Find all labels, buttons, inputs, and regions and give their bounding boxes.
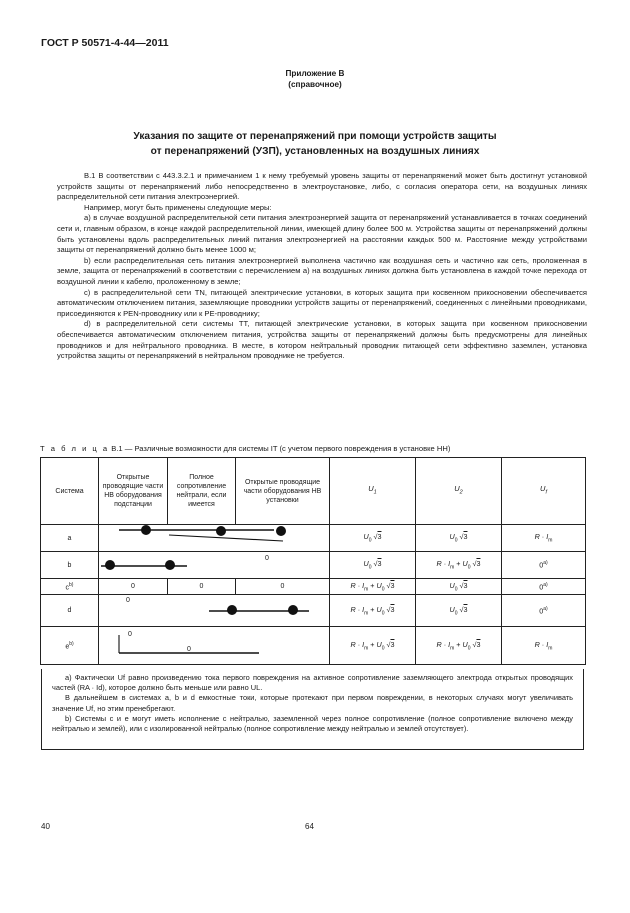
body-text bbox=[57, 171, 587, 362]
note-a: a) Фактически Uf равно произведению тока первого повреждения на активное сопротивление заземляющего электрода открытых проводящих частей (RA · Id), которое должно быть меньше или равно UL. bbox=[52, 673, 573, 693]
u2-value: $R \cdot I_m + U_0$ √3 bbox=[416, 552, 502, 579]
header-exposed-substation: Открытые проводящие части НВ оборудования подстанции bbox=[99, 458, 168, 525]
scheme-diagram bbox=[99, 525, 330, 552]
u1-value: $R \cdot I_m + U_0$ √3 bbox=[330, 595, 416, 627]
note-b: b) Системы c и e могут иметь исполнение с нейтралью, заземленной через полное сопротивление (полное сопротивление включено между нейтралью и землей), или с изолированной нейтралью (полное сопротивление между нейтралью и землей отсутствует). bbox=[52, 713, 573, 734]
system-label: $e^{b)}$ bbox=[41, 627, 99, 665]
zero-mark: 0 bbox=[236, 579, 330, 595]
zero-mark: 0 bbox=[168, 579, 236, 595]
uf-value: 0$^{a)}$ bbox=[502, 552, 586, 579]
paragraph-b: b) если распределительная сеть питания электроэнергией выполнена частично как воздушная сеть и частично как сеть, проложенная в земле, защита от перенапряжений в соответствии с перечислением а) на воздушных линиях должна быть установлена в каждой точке перехода от воздушной линии к кабелю, проложенному в земле; bbox=[57, 255, 587, 286]
appendix-kind: (справочное) bbox=[288, 80, 342, 89]
appendix-label: Приложение В bbox=[285, 69, 345, 78]
system-label: b bbox=[41, 552, 99, 579]
system-label: $c^{b)}$ bbox=[41, 579, 99, 595]
table-row bbox=[41, 525, 586, 552]
paragraph-d: d) в распределительной сети системы TT, питающей электрические установки, в которых защита при косвенном прикосновении обеспечивается автоматическим отключением питания, устройства защиты от перенапряжений должны быть предусмотрены для линейных проводников и для нейтрального проводника. В месте, в котором нейтральный проводник питающей сети эффективно заземлен, установка устройства защиты от перенапряжений в нейтральном проводнике не требуется. bbox=[57, 319, 587, 361]
table-row bbox=[41, 627, 586, 665]
scheme-b-drawing bbox=[99, 552, 330, 579]
u1-value: $R \cdot I_m + U_0$ √3 bbox=[330, 579, 416, 595]
scheme-d-drawing bbox=[99, 595, 330, 627]
table-caption: Т а б л и ц а В.1 — Различные возможности для системы IT (с учетом первого повреждения в установке НН) bbox=[40, 444, 451, 453]
paragraph-c: c) в распределительной сети TN, питающей электрические установки, в которых защита при косвенном прикосновении обеспечивается автоматическим отключением питания, заземляющие проводники устройств защиты от перенапряжений, соединенных с линейными проводниками, присоединяются к PEN-проводнику или к PE-проводнику; bbox=[57, 287, 587, 318]
system-label: d bbox=[41, 595, 99, 627]
zero-mark: 0 bbox=[187, 646, 191, 653]
u2-value: $R \cdot I_m + U_0$ √3 bbox=[416, 627, 502, 665]
it-system-table bbox=[40, 457, 586, 665]
zero-mark: 0 bbox=[99, 579, 168, 595]
u1-value: $R \cdot I_m + U_0$ √3 bbox=[330, 627, 416, 665]
zero-mark: 0 bbox=[265, 555, 269, 562]
system-label: a bbox=[41, 525, 99, 552]
paragraph-measures: Например, могут быть применены следующие меры: bbox=[84, 202, 272, 212]
table-notes bbox=[41, 669, 584, 750]
scheme-diagram bbox=[99, 552, 330, 579]
header-u2: $U_2$ bbox=[416, 458, 502, 525]
page-number-center: 64 bbox=[305, 822, 314, 831]
scheme-diagram bbox=[99, 595, 330, 627]
u2-value: $U_0$ √3 bbox=[416, 525, 502, 552]
scheme-e-drawing bbox=[99, 627, 330, 665]
uf-value: $R \cdot I_m$ bbox=[502, 627, 586, 665]
u2-value: $U_0$ √3 bbox=[416, 579, 502, 595]
paragraph-b1: В.1 В соответствии с 443.3.2.1 и примечанием 1 к нему требуемый уровень защиты от перенапряжений может быть достигнут установкой устройств защиты от перенапряжений либо непосредственно в электроустановке, либо, с согласия оператора сети, на воздушных линиях распределительной сети питания электроэнергией. bbox=[57, 171, 587, 202]
header-exposed-installation: Открытые проводящие части оборудования НВ установки bbox=[236, 458, 330, 525]
uf-value: 0$^{a)}$ bbox=[502, 579, 586, 595]
section-title-line2: от перенапряжений (УЗП), установленных на воздушных линиях bbox=[150, 146, 480, 157]
standard-header: ГОСТ Р 50571-4-44—2011 bbox=[41, 37, 169, 49]
header-system: Система bbox=[41, 458, 99, 525]
header-u1: $U_1$ bbox=[330, 458, 416, 525]
u2-value: $U_0$ √3 bbox=[416, 595, 502, 627]
u1-value: $U_0$ √3 bbox=[330, 552, 416, 579]
note-a-continued: В дальнейшем в системах a, b и d емкостные токи, которые протекают при первом повреждении, в некоторых случаях могут увеличивать значение Uf, но этим пренебрегают. bbox=[52, 693, 573, 713]
u1-value: $U_0$ √3 bbox=[330, 525, 416, 552]
zero-mark: 0 bbox=[126, 597, 130, 604]
paragraph-a: a) в случае воздушной распределительной сети питания электроэнергией защита от перенапряжений устанавливается в точках соединений сети и, главным образом, в конце каждой распределительной линии, имеющей длину более 500 м. Устройства защиты от перенапряжений должны быть установлены вдоль распределительных линий питания электроэнергией на расстоянии каждых 500 м. Расстояние между устройствами защиты от перенапряжений должно быть менее 1000 м; bbox=[57, 213, 587, 255]
zero-mark: 0 bbox=[128, 631, 132, 638]
page-number-left: 40 bbox=[41, 822, 50, 831]
header-neutral: Полное сопротивление нейтрали, если имеется bbox=[168, 458, 236, 525]
uf-value: 0$^{a)}$ bbox=[502, 595, 586, 627]
table-row bbox=[41, 595, 586, 627]
table-row bbox=[41, 579, 586, 595]
uf-value: $R \cdot I_m$ bbox=[502, 525, 586, 552]
section-title-line1: Указания по защите от перенапряжений при помощи устройств защиты bbox=[133, 131, 497, 142]
table-row bbox=[41, 552, 586, 579]
header-uf: $U_f$ bbox=[502, 458, 586, 525]
scheme-a-drawing bbox=[99, 525, 330, 552]
scheme-diagram bbox=[99, 627, 330, 665]
